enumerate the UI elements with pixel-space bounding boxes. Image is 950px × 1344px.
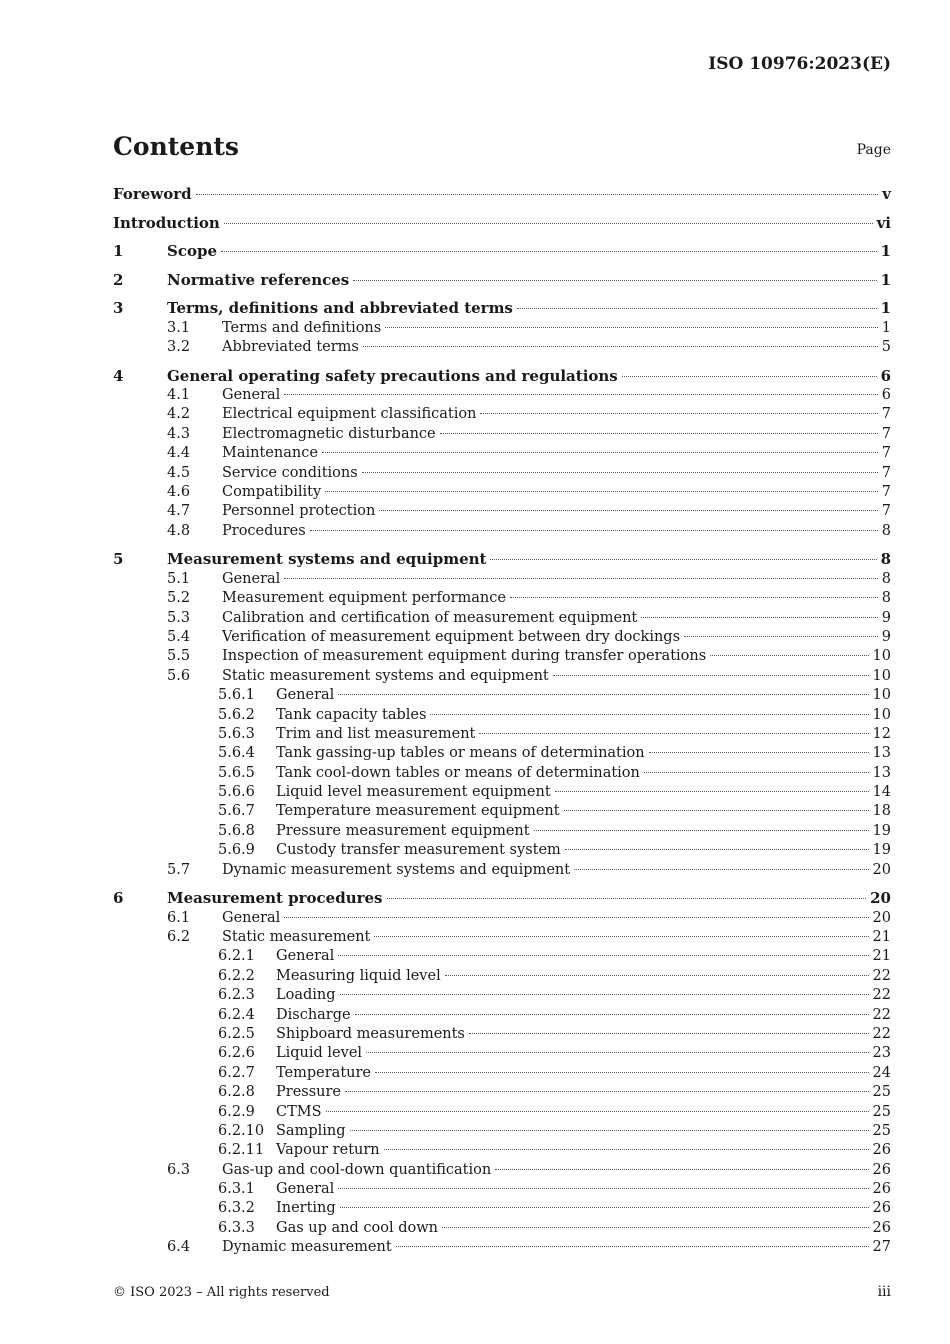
toc-entry-title: Electromagnetic disturbance [222,425,436,442]
toc-entry-page: 7 [881,445,891,462]
toc-entry[interactable] [113,947,891,966]
toc-entry-title: Gas up and cool down [276,1219,438,1236]
copyright-notice: © ISO 2023 – All rights reserved [113,1285,330,1300]
toc-entry-title: Normative references [167,270,350,289]
toc-entry-title: Static measurement systems and equipment [222,667,549,684]
toc-entry[interactable] [113,299,891,318]
toc-entry[interactable] [113,841,891,860]
toc-entry[interactable] [113,822,891,841]
toc-entry-number: 5.7 [167,861,191,878]
toc-entry-number: 6.2.7 [218,1064,255,1081]
toc-entry[interactable] [113,1025,891,1044]
dot-leader [325,491,878,492]
dot-leader [338,694,868,695]
toc-entry-number: 4.5 [167,464,191,481]
dot-leader [326,1111,869,1112]
toc-entry-page: 19 [872,822,891,839]
toc-entry-number: 3 [113,299,124,318]
dot-leader [284,394,877,395]
toc-entry-page: 1 [880,299,891,318]
toc-entry-page: 1 [880,270,891,289]
toc-entry[interactable] [113,628,891,647]
toc-entry-page: 21 [872,928,891,945]
toc-entry-title: Pressure measurement equipment [276,822,530,839]
toc-entry-number: 5.6.5 [218,764,255,781]
toc-entry[interactable] [113,1219,891,1238]
toc-entry[interactable] [113,464,891,483]
toc-entry-page: 18 [872,803,891,820]
dot-leader [644,772,869,773]
dot-leader [564,810,869,811]
toc-entry-title: Compatibility [222,484,322,501]
toc-entry[interactable] [113,185,891,204]
toc-entry-title: Vapour return [276,1142,380,1159]
dot-leader [375,1072,869,1073]
toc-entry-title: Service conditions [222,464,358,481]
toc-entry-page: 9 [881,628,891,645]
toc-entry-page: v [882,185,891,203]
toc-entry[interactable] [113,550,891,569]
toc-entry-page: vi [876,213,891,232]
toc-entry-page: 5 [881,339,891,356]
toc-entry-page: 22 [872,1025,891,1042]
toc-entry-page: 22 [872,1006,891,1023]
toc-entry-page: 7 [881,406,891,423]
toc-entry-number: 6.2.2 [218,967,255,984]
toc-entry-title: Measurement equipment performance [222,590,506,607]
toc-entry-title: Measurement systems and equipment [167,550,487,569]
toc-entry[interactable] [113,483,891,502]
toc-entry-number: 5.6.3 [218,725,255,742]
dot-leader [649,752,869,753]
dot-leader [310,530,878,531]
toc-entry-page: 24 [872,1064,891,1081]
toc-entry-title: Verification of measurement equipment between dry dockings [222,628,681,645]
dot-leader [565,849,869,850]
toc-entry[interactable] [113,1064,891,1083]
dot-leader [338,955,868,956]
toc-entry-title: Terms, definitions and abbreviated terms [167,299,513,318]
toc-entry[interactable] [113,725,891,744]
toc-entry[interactable] [113,889,891,908]
toc-entry-page: 8 [880,550,891,569]
toc-entry-number: 6.3.1 [218,1181,255,1198]
dot-leader [490,559,876,560]
toc-entry[interactable] [113,1103,891,1122]
dot-leader [322,452,878,453]
dot-leader [641,617,878,618]
toc-entry-page: 10 [872,667,891,684]
dot-leader [710,655,868,656]
dot-leader [430,714,868,715]
toc-entry-title: General [276,687,335,704]
toc-entry-title: General [222,570,281,587]
document-id: ISO 10976:2023(E) [708,54,891,74]
toc-entry-number: 6.1 [167,909,191,926]
toc-entry[interactable] [113,609,891,628]
toc-entry-number: 6.3 [167,1161,191,1178]
dot-leader [396,1246,869,1247]
toc-entry-page: 13 [872,745,891,762]
toc-entry-page: 12 [872,725,891,742]
toc-entry-title: Temperature measurement equipment [276,803,560,820]
toc-entry-page: 22 [872,987,891,1004]
toc-entry[interactable] [113,1238,891,1257]
toc-entry-page: 26 [872,1181,891,1198]
toc-entry-title: Abbreviated terms [222,339,359,356]
toc-entry[interactable] [113,706,891,725]
toc-entry-page: 6 [880,366,891,385]
toc-entry[interactable] [113,802,891,821]
dot-leader [387,898,867,899]
dot-leader [340,994,869,995]
toc-entry[interactable] [113,570,891,589]
toc-entry-title: Static measurement [222,928,371,945]
toc-entry-title: Pressure [276,1084,342,1101]
toc-entry[interactable] [113,1199,891,1218]
toc-entry-number: 5.4 [167,628,191,645]
dot-leader [684,636,878,637]
toc-entry-title: Inerting [276,1200,336,1217]
toc-entry-title: Loading [276,987,336,1004]
toc-entry[interactable] [113,861,891,880]
toc-entry-page: 20 [872,909,891,926]
dot-leader [366,1052,869,1053]
toc-entry[interactable] [113,928,891,947]
toc-entry-title: Terms and definitions [222,319,382,336]
dot-leader [553,675,869,676]
toc-entry-page: 10 [872,687,891,704]
dot-leader [379,510,877,511]
toc-entry[interactable] [113,783,891,802]
toc-entry-page: 26 [872,1200,891,1217]
toc-entry[interactable] [113,744,891,763]
toc-entry-page: 25 [872,1084,891,1101]
dot-leader [479,733,868,734]
toc-entry-page: 20 [872,861,891,878]
dot-leader [196,194,879,195]
toc-entry-page: 14 [872,784,891,801]
toc-entry[interactable] [113,242,891,261]
toc-entry-page: 1 [881,319,891,336]
dot-leader [338,1188,868,1189]
toc-entry-title: Measurement procedures [167,889,383,908]
toc-entry-number: 4.4 [167,445,191,462]
toc-entry-page: 20 [870,889,891,908]
toc-entry[interactable] [113,502,891,521]
toc-entry-number: 4.8 [167,522,191,539]
toc-entry-number: 6.4 [167,1239,191,1256]
toc-entry[interactable] [113,909,891,928]
toc-entry-title: Tank gassing-up tables or means of determination [276,745,645,762]
toc-entry-number: 6.2.10 [218,1122,265,1139]
toc-entry-title: Discharge [276,1006,351,1023]
dot-leader [350,1130,869,1131]
toc-entry[interactable] [113,986,891,1005]
page-column-label: Page [856,142,891,158]
dot-leader [284,578,877,579]
toc-entry[interactable] [113,214,891,233]
toc-entry-page: 25 [872,1103,891,1120]
toc-entry-title: Dynamic measurement [222,1239,392,1256]
table-of-contents [113,185,891,1258]
toc-entry-title: Custody transfer measurement system [276,842,561,859]
dot-leader [374,936,868,937]
toc-entry-page: 13 [872,764,891,781]
toc-entry[interactable] [113,1161,891,1180]
toc-entry-title: Liquid level [276,1045,363,1062]
toc-entry-page: 8 [881,590,891,607]
toc-entry[interactable] [113,405,891,424]
toc-entry-number: 5 [113,550,124,569]
toc-entry-title: CTMS [276,1103,322,1120]
dot-leader [480,413,877,414]
dot-leader [495,1169,868,1170]
toc-entry-page: 8 [881,570,891,587]
dot-leader [574,869,868,870]
toc-entry-title: Temperature [276,1064,371,1081]
dot-leader [221,251,877,252]
dot-leader [510,597,878,598]
toc-entry-number: 6.2.9 [218,1103,255,1120]
dot-leader [345,1091,869,1092]
toc-entry-number: 5.6 [167,667,191,684]
toc-entry[interactable] [113,1141,891,1160]
toc-entry-title: Measuring liquid level [276,967,441,984]
toc-entry-page: 7 [881,503,891,520]
toc-entry-title: General [276,948,335,965]
toc-entry-page: 7 [881,464,891,481]
toc-entry-page: 6 [881,387,891,404]
dot-leader [353,280,876,281]
toc-entry-page: 19 [872,842,891,859]
toc-entry[interactable] [113,667,891,686]
toc-entry-page: 10 [872,706,891,723]
toc-entry-number: 5.6.1 [218,687,255,704]
toc-entry-page: 27 [872,1239,891,1256]
toc-entry-page: 26 [872,1219,891,1236]
toc-entry-number: 6.3.3 [218,1219,255,1236]
toc-entry-title: Tank capacity tables [276,706,427,723]
dot-leader [224,223,873,224]
toc-entry-title: Trim and list measurement [276,725,476,742]
toc-entry-number: 5.6.2 [218,706,255,723]
toc-entry-title: Scope [167,242,218,261]
toc-entry[interactable] [113,1180,891,1199]
page-title: Contents [113,132,240,161]
toc-entry-title: General operating safety precautions and regulations [167,366,618,385]
toc-entry[interactable] [113,444,891,463]
toc-entry[interactable] [113,686,891,705]
toc-entry-number: 3.1 [167,319,191,336]
toc-entry-page: 9 [881,609,891,626]
toc-entry[interactable] [113,1044,891,1063]
dot-leader [340,1207,869,1208]
toc-entry[interactable] [113,1006,891,1025]
toc-entry-number: 6.2.6 [218,1045,255,1062]
dot-leader [355,1014,869,1015]
toc-entry-number: 5.6.6 [218,784,255,801]
toc-entry-page: 10 [872,648,891,665]
toc-entry-number: 4.2 [167,406,191,423]
toc-entry-number: 1 [113,242,124,261]
toc-entry-title: Dynamic measurement systems and equipment [222,861,571,878]
dot-leader [555,791,869,792]
toc-entry[interactable] [113,425,891,444]
toc-entry-page: 7 [881,484,891,501]
toc-entry[interactable] [113,271,891,290]
dot-leader [284,917,868,918]
toc-entry[interactable] [113,967,891,986]
toc-entry-title: Liquid level measurement equipment [276,784,551,801]
toc-entry-title: Shipboard measurements [276,1025,465,1042]
toc-entry[interactable] [113,522,891,541]
toc-entry-number: 6.2.8 [218,1084,255,1101]
toc-entry-title: General [222,909,281,926]
toc-entry-number: 5.6.4 [218,745,255,762]
toc-entry[interactable] [113,319,891,338]
toc-entry-page: 22 [872,967,891,984]
toc-entry-number: 4 [113,366,124,385]
toc-entry-number: 3.2 [167,339,191,356]
dot-leader [517,308,877,309]
toc-entry-title: Calibration and certification of measurement equipment [222,609,638,626]
toc-entry-title: General [276,1181,335,1198]
toc-entry-page: 8 [881,522,891,539]
dot-leader [622,376,877,377]
toc-entry-number: 4.1 [167,387,191,404]
toc-entry-number: 5.6.8 [218,822,255,839]
toc-entry-number: 6.2.11 [218,1142,265,1159]
toc-entry-page: 25 [872,1122,891,1139]
dot-leader [469,1033,869,1034]
toc-entry[interactable] [113,1122,891,1141]
toc-entry-number: 5.5 [167,648,191,665]
toc-entry-title: Gas-up and cool-down quantification [222,1161,492,1178]
toc-entry[interactable] [113,764,891,783]
toc-entry-number: 6.2.1 [218,948,255,965]
toc-entry-number: 6.2.3 [218,987,255,1004]
toc-entry-number: 5.1 [167,570,191,587]
dot-leader [442,1227,869,1228]
toc-entry-page: 21 [872,948,891,965]
toc-entry[interactable] [113,589,891,608]
toc-entry[interactable] [113,647,891,666]
toc-entry-number: 2 [113,270,124,289]
toc-entry[interactable] [113,386,891,405]
toc-entry[interactable] [113,1083,891,1102]
toc-entry-number: 5.3 [167,609,191,626]
toc-entry-page: 26 [872,1161,891,1178]
toc-entry-title: Foreword [113,185,192,203]
toc-entry-number: 6.3.2 [218,1200,255,1217]
toc-entry-number: 4.6 [167,484,191,501]
toc-entry[interactable] [113,367,891,386]
toc-entry-page: 23 [872,1045,891,1062]
toc-entry-page: 26 [872,1142,891,1159]
toc-entry-number: 4.3 [167,425,191,442]
toc-entry-title: Tank cool-down tables or means of determination [276,764,640,781]
toc-entry-number: 6 [113,889,124,908]
toc-entry-number: 5.6.9 [218,842,255,859]
toc-entry-number: 6.2 [167,928,191,945]
toc-entry-title: General [222,387,281,404]
toc-entry-number: 4.7 [167,503,191,520]
toc-entry[interactable] [113,338,891,357]
toc-entry-title: Procedures [222,522,306,539]
dot-leader [363,346,878,347]
toc-entry-title: Maintenance [222,445,318,462]
dot-leader [445,975,869,976]
page-number: iii [877,1284,891,1300]
dot-leader [385,327,878,328]
toc-entry-title: Introduction [113,213,220,232]
dot-leader [362,472,878,473]
dot-leader [534,830,869,831]
toc-entry-number: 6.2.5 [218,1025,255,1042]
toc-entry-number: 6.2.4 [218,1006,255,1023]
toc-entry-number: 5.6.7 [218,803,255,820]
toc-entry-page: 1 [880,242,891,261]
toc-entry-title: Sampling [276,1122,346,1139]
dot-leader [384,1149,869,1150]
toc-entry-title: Personnel protection [222,503,376,520]
dot-leader [440,433,878,434]
toc-entry-page: 7 [881,425,891,442]
toc-entry-title: Inspection of measurement equipment during transfer operations [222,648,707,665]
toc-entry-number: 5.2 [167,590,191,607]
toc-entry-title: Electrical equipment classification [222,406,477,423]
